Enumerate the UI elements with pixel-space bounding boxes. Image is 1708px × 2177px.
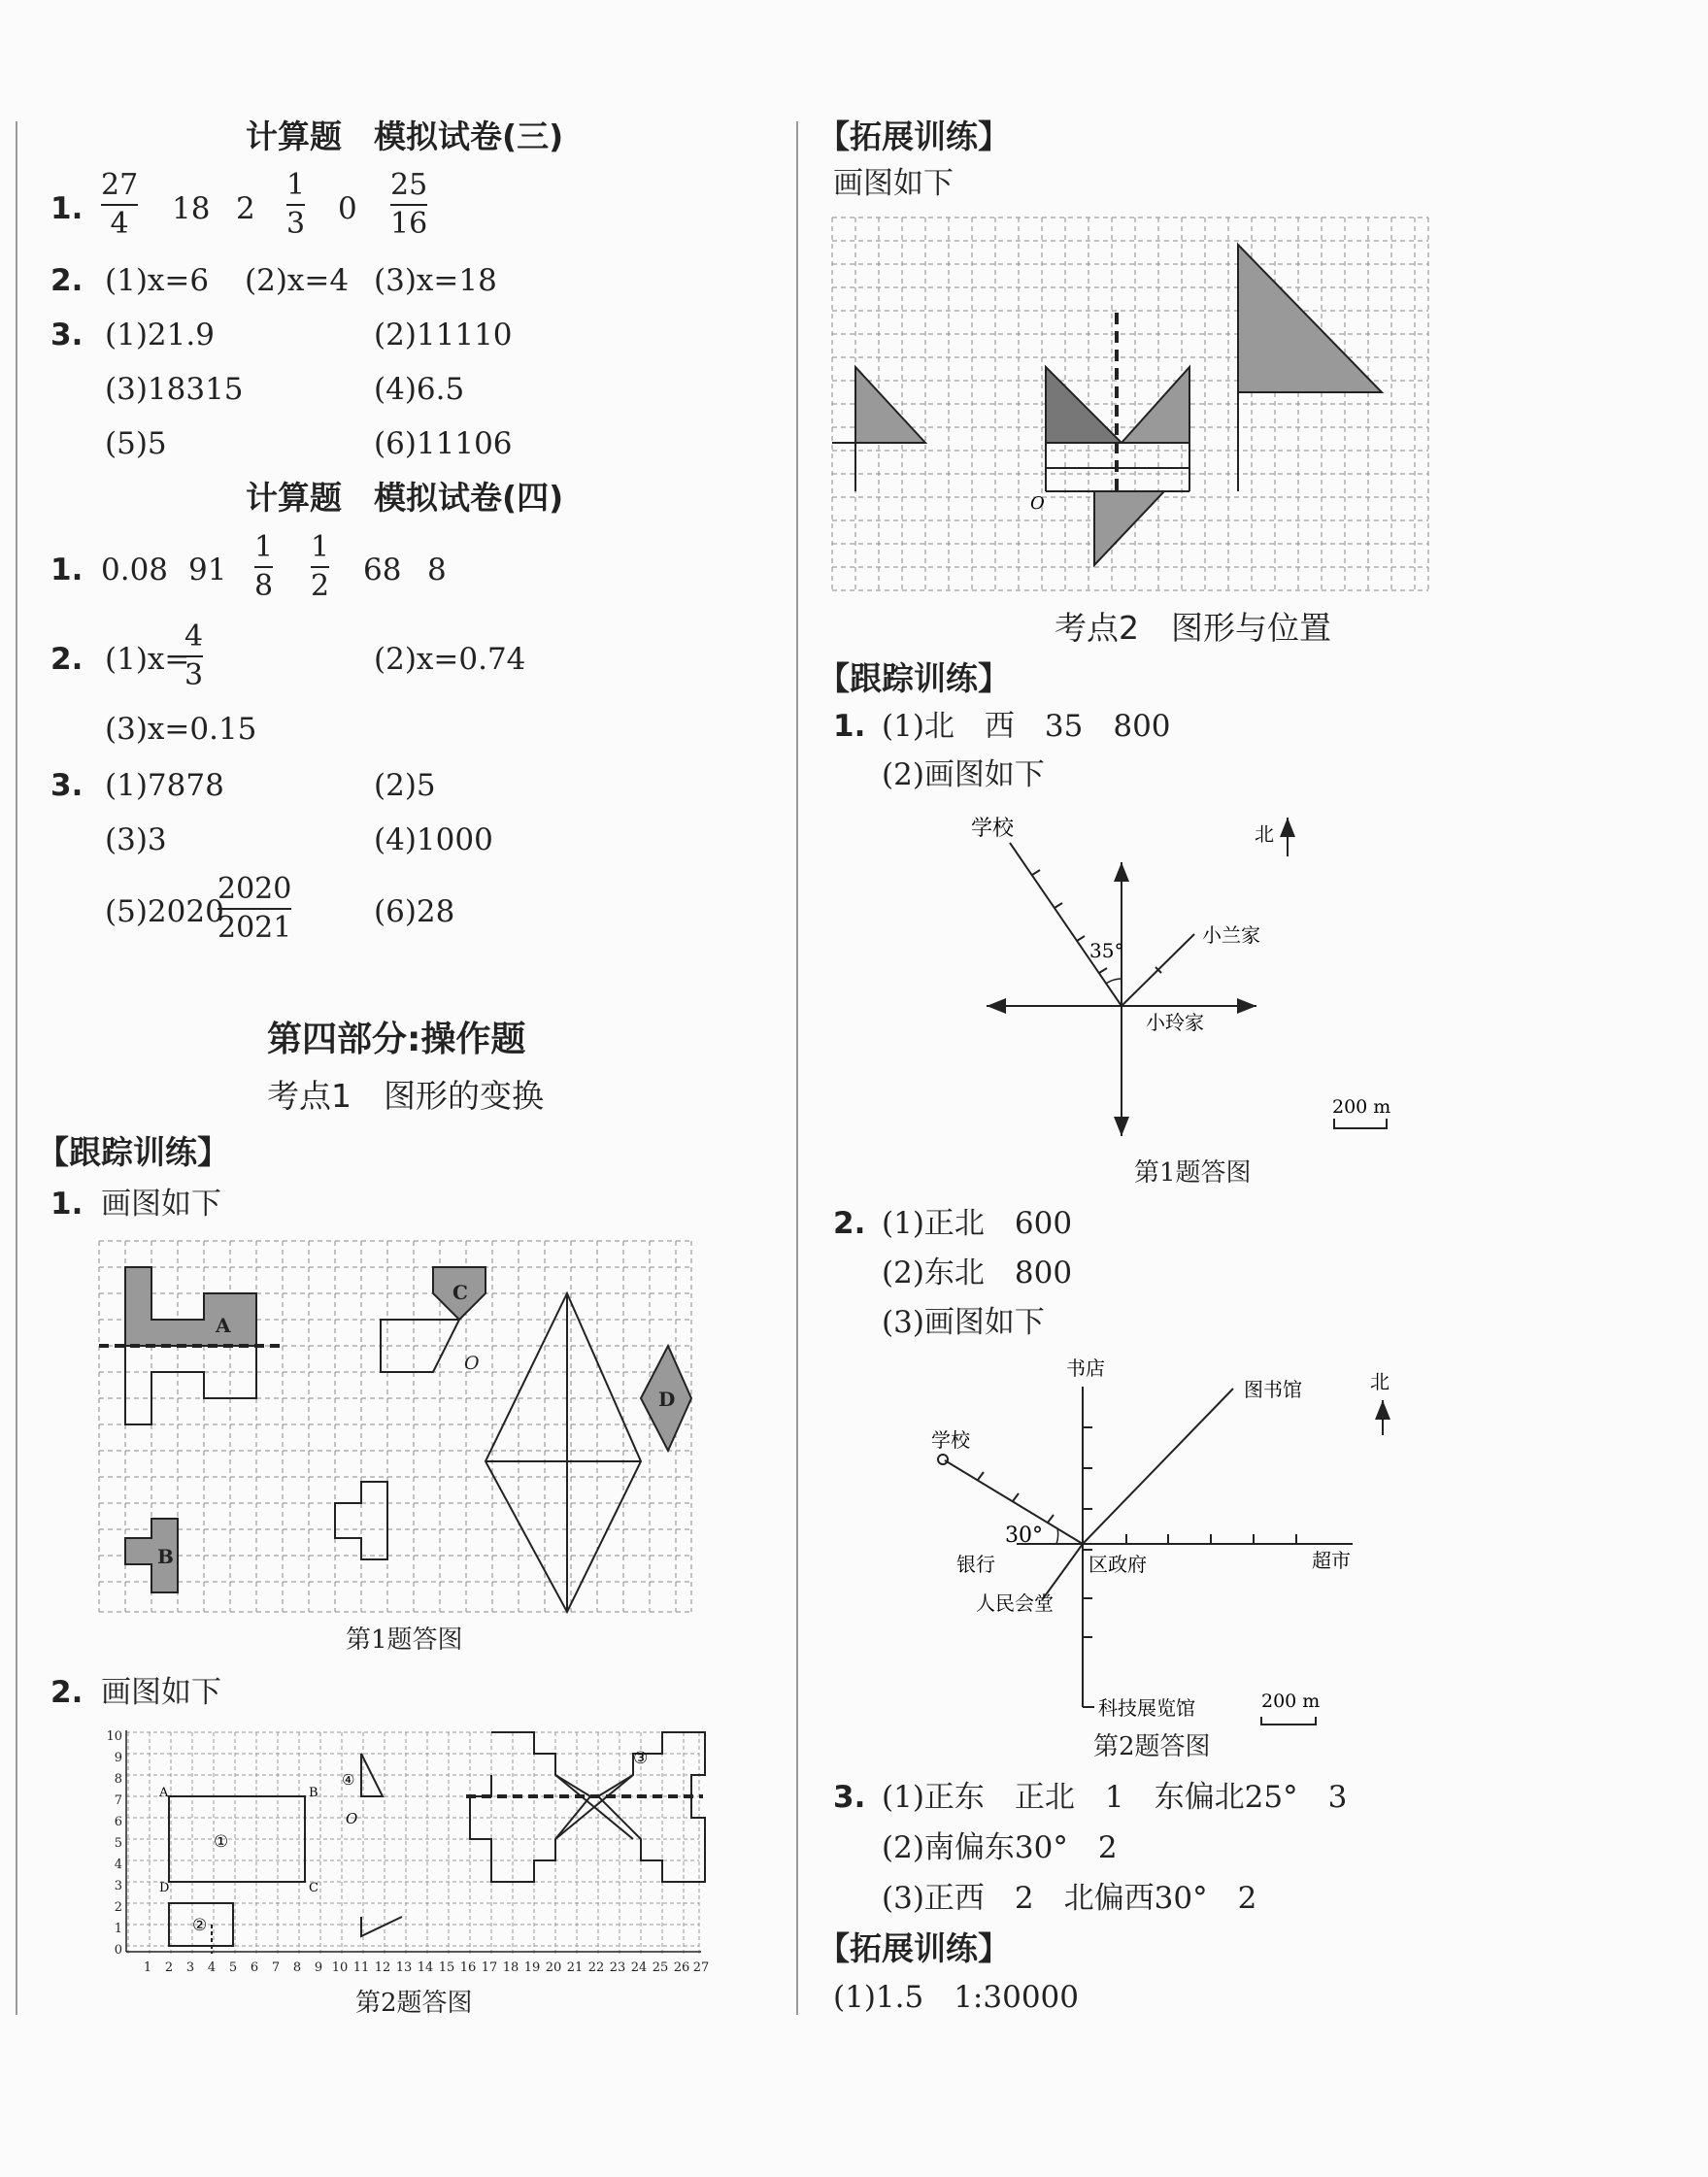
svg-text:C: C bbox=[309, 1881, 318, 1895]
svg-text:3: 3 bbox=[185, 1960, 195, 1975]
r-q2-a: (1)正北 600 bbox=[882, 1206, 1073, 1241]
svg-text:②: ② bbox=[192, 1916, 208, 1935]
large-triangle bbox=[1238, 245, 1382, 392]
right-track-title: 【跟踪训练】 bbox=[818, 659, 1010, 697]
svg-text:13: 13 bbox=[395, 1960, 413, 1975]
r-q1-b: (2)画图如下 bbox=[882, 757, 1045, 792]
t4-q1-number: 1. bbox=[50, 553, 84, 587]
t4-q3-d: (4)1000 bbox=[374, 822, 493, 857]
t4-q2-a-fraction: 4 3 bbox=[184, 620, 204, 692]
svg-text:O: O bbox=[346, 1810, 358, 1827]
svg-text:30°: 30° bbox=[1005, 1524, 1043, 1548]
label-a: A bbox=[216, 1314, 231, 1337]
r-q3-a: (1)正东 正北 1 东偏北25° 3 bbox=[882, 1780, 1348, 1815]
t4-q3-c: (3)3 bbox=[105, 822, 167, 857]
svg-text:200 m: 200 m bbox=[1332, 1096, 1391, 1118]
ext2-a: (1)1.5 1:30000 bbox=[833, 1980, 1079, 2015]
t4-q3-f: (6)28 bbox=[374, 894, 455, 929]
t3-q3-b: (2)11110 bbox=[374, 318, 513, 352]
svg-text:21: 21 bbox=[566, 1960, 584, 1975]
t4-q2-a-prefix: (1)x= bbox=[105, 642, 190, 677]
ext-title: 【拓展训练】 bbox=[818, 117, 1010, 155]
svg-text:14: 14 bbox=[417, 1960, 434, 1975]
svg-text:8: 8 bbox=[114, 1772, 122, 1787]
triangle-below bbox=[1094, 491, 1164, 565]
svg-text:学校: 学校 bbox=[971, 817, 1015, 841]
r-q2-number: 2. bbox=[833, 1206, 866, 1241]
svg-text:20: 20 bbox=[545, 1960, 562, 1975]
svg-text:1: 1 bbox=[114, 1922, 122, 1936]
ext2-title: 【拓展训练】 bbox=[818, 1929, 1010, 1967]
label-c: C bbox=[452, 1281, 468, 1304]
svg-text:超市: 超市 bbox=[1312, 1549, 1351, 1572]
r-q2-b: (2)东北 800 bbox=[882, 1256, 1073, 1290]
svg-text:12: 12 bbox=[374, 1960, 391, 1975]
svg-text:5: 5 bbox=[114, 1836, 122, 1851]
svg-text:19: 19 bbox=[523, 1960, 541, 1975]
q1-caption: 第1题答图 bbox=[346, 1625, 463, 1655]
test3-title: 计算题 模拟试卷(三) bbox=[246, 117, 564, 155]
t3-q3-f: (6)11106 bbox=[374, 426, 513, 461]
svg-text:6: 6 bbox=[250, 1960, 259, 1975]
svg-text:200 m: 200 m bbox=[1261, 1691, 1321, 1712]
part4-title: 第四部分:操作题 bbox=[267, 1020, 526, 1059]
t3-q2-number: 2. bbox=[50, 263, 84, 298]
svg-text:书店: 书店 bbox=[1066, 1356, 1105, 1380]
r-q1-number: 1. bbox=[833, 709, 866, 744]
q2-caption: 第2题答图 bbox=[355, 1989, 473, 2018]
svg-text:9: 9 bbox=[114, 1751, 122, 1765]
t4-q3-b: (2)5 bbox=[374, 768, 436, 803]
t3-q2-b: (2)x=4 bbox=[245, 263, 350, 298]
t3-q3-d: (4)6.5 bbox=[374, 372, 465, 407]
q1-number: 1. bbox=[50, 1187, 84, 1222]
svg-text:7: 7 bbox=[114, 1793, 122, 1808]
svg-text:5: 5 bbox=[228, 1960, 238, 1975]
svg-text:B: B bbox=[309, 1786, 318, 1800]
svg-text:北: 北 bbox=[1255, 822, 1274, 846]
label-o-q1: O bbox=[464, 1353, 480, 1374]
svg-text:4: 4 bbox=[114, 1858, 122, 1872]
ext-text: 画图如下 bbox=[833, 166, 954, 201]
svg-text:11: 11 bbox=[352, 1960, 370, 1975]
svg-text:7: 7 bbox=[271, 1960, 281, 1975]
svg-text:0: 0 bbox=[114, 1943, 122, 1958]
svg-text:8: 8 bbox=[292, 1960, 302, 1975]
triangle-right-reflected bbox=[1122, 367, 1189, 443]
left-track-title: 【跟踪训练】 bbox=[37, 1133, 229, 1171]
svg-text:A: A bbox=[159, 1786, 169, 1800]
svg-text:16: 16 bbox=[459, 1960, 477, 1975]
svg-text:6: 6 bbox=[114, 1815, 122, 1829]
svg-text:O: O bbox=[1030, 493, 1045, 514]
r-q1-caption: 第1题答图 bbox=[1134, 1158, 1252, 1188]
q2-text: 画图如下 bbox=[101, 1675, 221, 1710]
t4-q2-b: (2)x=0.74 bbox=[374, 642, 526, 677]
q1-text: 画图如下 bbox=[101, 1187, 221, 1222]
r-q3-c: (3)正西 2 北偏西30° 2 bbox=[882, 1881, 1257, 1916]
svg-text:24: 24 bbox=[630, 1960, 648, 1975]
shape-a-reflection bbox=[125, 1346, 256, 1424]
svg-text:15: 15 bbox=[438, 1960, 455, 1975]
q2-number: 2. bbox=[50, 1675, 84, 1710]
q1-grid bbox=[99, 1241, 691, 1612]
t4-q1-d: 8 bbox=[427, 553, 447, 587]
svg-text:科技展览馆: 科技展览馆 bbox=[1098, 1696, 1195, 1720]
t3-q3-c: (3)18315 bbox=[105, 372, 244, 407]
t3-q2-c: (3)x=18 bbox=[374, 263, 497, 298]
shape-3-right bbox=[598, 1732, 705, 1882]
svg-text:22: 22 bbox=[587, 1960, 605, 1975]
t3-q1-fraction-3: 25 16 bbox=[390, 168, 428, 241]
svg-text:银行: 银行 bbox=[956, 1553, 995, 1576]
svg-text:3: 3 bbox=[114, 1879, 122, 1893]
q1-transform-diagram bbox=[97, 1239, 695, 1614]
t4-q1-a: 0.08 bbox=[101, 553, 169, 587]
svg-text:27: 27 bbox=[692, 1960, 710, 1975]
svg-text:25: 25 bbox=[652, 1960, 669, 1975]
svg-text:学校: 学校 bbox=[931, 1428, 970, 1452]
ext-transform-diagram bbox=[830, 216, 1432, 594]
svg-text:10: 10 bbox=[106, 1729, 122, 1744]
t3-q3-e: (5)5 bbox=[105, 426, 167, 461]
svg-text:9: 9 bbox=[314, 1960, 323, 1975]
small-triangle-left bbox=[855, 367, 925, 443]
t4-q3-number: 3. bbox=[50, 768, 84, 803]
triangle-4-rotated bbox=[361, 1917, 402, 1936]
svg-text:1: 1 bbox=[143, 1960, 152, 1975]
kp1-title: 考点1 图形的变换 bbox=[267, 1077, 544, 1115]
t3-q1-fraction-1: 27 4 bbox=[101, 168, 139, 241]
svg-text:小兰家: 小兰家 bbox=[1202, 923, 1260, 947]
svg-text:23: 23 bbox=[609, 1960, 626, 1975]
svg-text:18: 18 bbox=[502, 1960, 519, 1975]
shape-c-rotated bbox=[381, 1320, 459, 1372]
t3-q1-fraction-2: 1 3 bbox=[286, 168, 306, 241]
svg-text:北: 北 bbox=[1370, 1370, 1390, 1393]
svg-text:2: 2 bbox=[114, 1900, 122, 1915]
r-q1-a: (1)北 西 35 800 bbox=[882, 709, 1171, 744]
svg-text:26: 26 bbox=[673, 1960, 690, 1975]
t4-q1-c: 68 bbox=[363, 553, 402, 587]
shape-a bbox=[125, 1267, 256, 1346]
t4-q3-e-prefix: (5)2020 bbox=[105, 894, 224, 929]
svg-text:4: 4 bbox=[207, 1960, 217, 1975]
svg-text:图书馆: 图书馆 bbox=[1244, 1378, 1302, 1401]
t3-q2-a: (1)x=6 bbox=[105, 263, 210, 298]
label-b: B bbox=[157, 1545, 174, 1568]
svg-text:区政府: 区政府 bbox=[1088, 1553, 1147, 1576]
svg-text:人民会堂: 人民会堂 bbox=[976, 1591, 1054, 1615]
t4-q1-fraction-2: 1 2 bbox=[311, 530, 330, 603]
shape-3-left bbox=[470, 1732, 590, 1882]
t3-q3-a: (1)21.9 bbox=[105, 318, 215, 352]
t3-q3-number: 3. bbox=[50, 318, 84, 352]
t3-q1-number: 1. bbox=[50, 191, 84, 226]
t4-q2-c: (3)x=0.15 bbox=[105, 712, 257, 747]
svg-text:D: D bbox=[159, 1881, 170, 1895]
t3-q1-value-1: 18 bbox=[172, 191, 211, 226]
r-q2-caption: 第2题答图 bbox=[1093, 1732, 1211, 1761]
r-q3-b: (2)南偏东30° 2 bbox=[882, 1830, 1118, 1865]
label-d: D bbox=[658, 1388, 676, 1411]
t4-q1-fraction-1: 1 8 bbox=[254, 530, 274, 603]
t4-q3-e-fraction: 2020 2021 bbox=[218, 872, 292, 945]
t4-q3-a: (1)7878 bbox=[105, 768, 224, 803]
svg-text:10: 10 bbox=[331, 1960, 349, 1975]
r-q3-number: 3. bbox=[833, 1780, 866, 1815]
kp2-title: 考点2 图形与位置 bbox=[1055, 609, 1331, 647]
svg-text:③: ③ bbox=[633, 1749, 649, 1768]
q2-coordinate-diagram bbox=[97, 1728, 719, 1979]
t3-q1-value-2: 2 bbox=[236, 191, 255, 226]
triangle-left-rotated bbox=[1046, 367, 1122, 443]
large-rhombus bbox=[486, 1293, 641, 1612]
column-divider bbox=[796, 121, 798, 2015]
r-q2-map-diagram bbox=[927, 1356, 1413, 1744]
t4-q2-number: 2. bbox=[50, 642, 84, 677]
r-q2-c: (3)画图如下 bbox=[882, 1305, 1045, 1340]
svg-text:2: 2 bbox=[164, 1960, 174, 1975]
svg-text:①: ① bbox=[214, 1832, 229, 1852]
svg-text:④: ④ bbox=[342, 1771, 355, 1789]
test4-title: 计算题 模拟试卷(四) bbox=[246, 479, 564, 517]
t4-q1-b: 91 bbox=[188, 553, 227, 587]
svg-text:35°: 35° bbox=[1089, 939, 1124, 962]
svg-text:小玲家: 小玲家 bbox=[1146, 1011, 1204, 1034]
r-q1-direction-diagram bbox=[961, 806, 1408, 1136]
left-margin-line bbox=[16, 121, 17, 2015]
t3-q1-value-3: 0 bbox=[338, 191, 357, 226]
svg-text:17: 17 bbox=[481, 1960, 498, 1975]
